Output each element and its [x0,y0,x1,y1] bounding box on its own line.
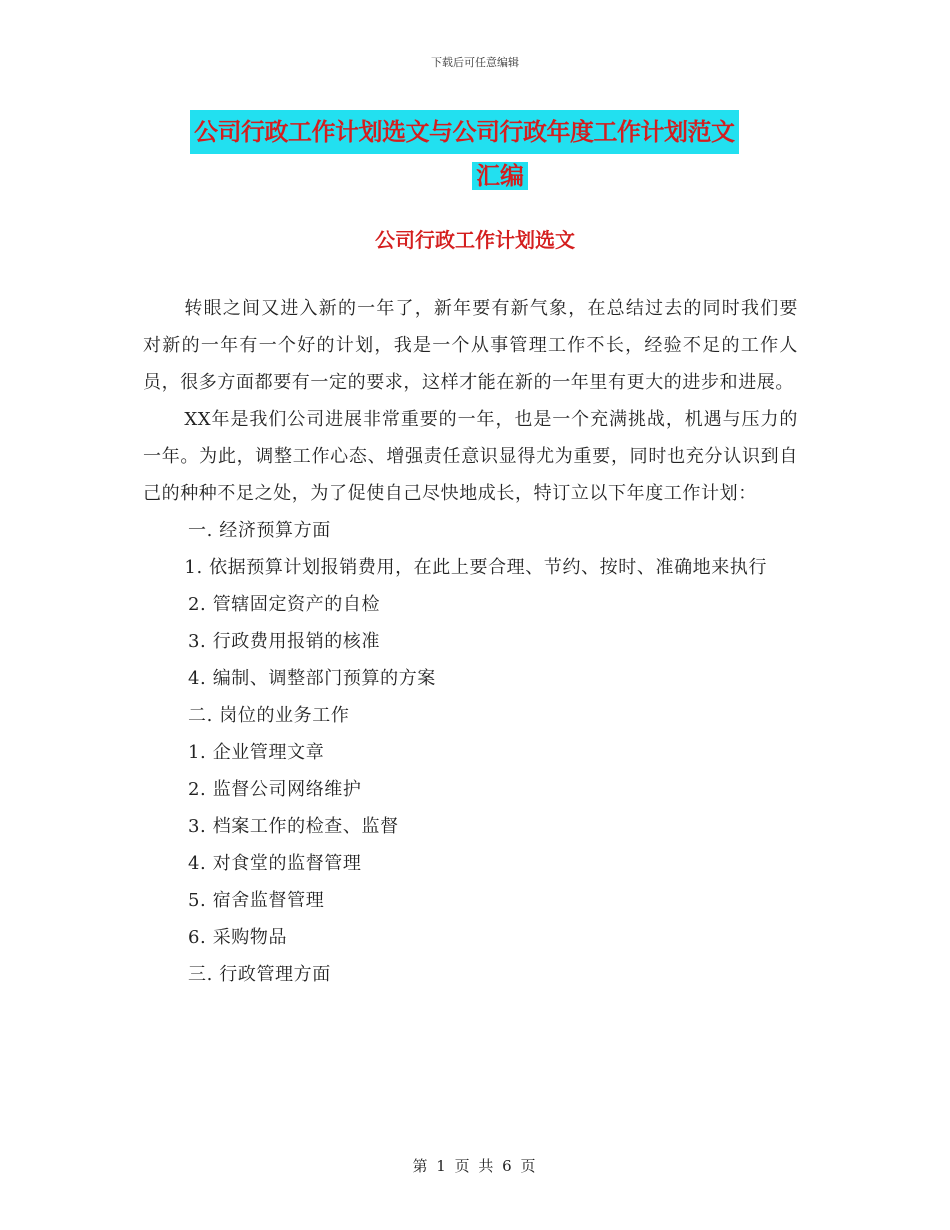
list-item: 4. 编制、调整部门预算的方案 [188,668,436,689]
header-note: 下载后可任意编辑 [431,56,519,69]
section-title: 公司行政工作计划选文 [375,228,575,252]
list-item: 2. 监督公司网络维护 [188,779,362,800]
document-title [190,110,810,198]
document-body [143,290,798,993]
list-item: 1. 企业管理文章 [188,742,325,763]
list-item: 4. 对食堂的监督管理 [188,853,362,874]
list-item: 1. 依据预算计划报销费用，在此上要合理、节约、按时、准确地来执行 [184,557,768,578]
list-item: 二. 岗位的业务工作 [188,705,350,726]
list-item: 三. 行政管理方面 [188,964,331,985]
list-item: 一. 经济预算方面 [188,520,331,541]
list-item: 6. 采购物品 [188,927,288,948]
paragraph-intro: 转眼之间又进入新的一年了，新年要有新气象，在总结过去的同时我们要对新的一年有一个好的计划，我是一个从事管理工作不长，经验不足的工作人员，很多方面都要有一定的要求，这样才能在新的一年里有更大的进步和进展。 [143,298,798,393]
title-line-1: 公司行政工作计划选文与公司行政年度工作计划范文 [190,110,739,154]
list-item: 3. 档案工作的检查、监督 [188,816,399,837]
paragraph-plan: XX年是我们公司进展非常重要的一年，也是一个充满挑战，机遇与压力的一年。为此，调整工作心态、增强责任意识显得尤为重要，同时也充分认识到自己的种种不足之处，为了促使自己尽快地成长，特订立以下年度工作计划： [143,409,798,504]
title-line-2: 汇编 [472,162,528,190]
page-footer: 第 1 页 共 6 页 [412,1157,538,1175]
list-item: 5. 宿舍监督管理 [188,890,325,911]
list-item: 2. 管辖固定资产的自检 [188,594,381,615]
title-line-2-wrapper [190,154,810,198]
list-item: 3. 行政费用报销的核准 [188,631,381,652]
